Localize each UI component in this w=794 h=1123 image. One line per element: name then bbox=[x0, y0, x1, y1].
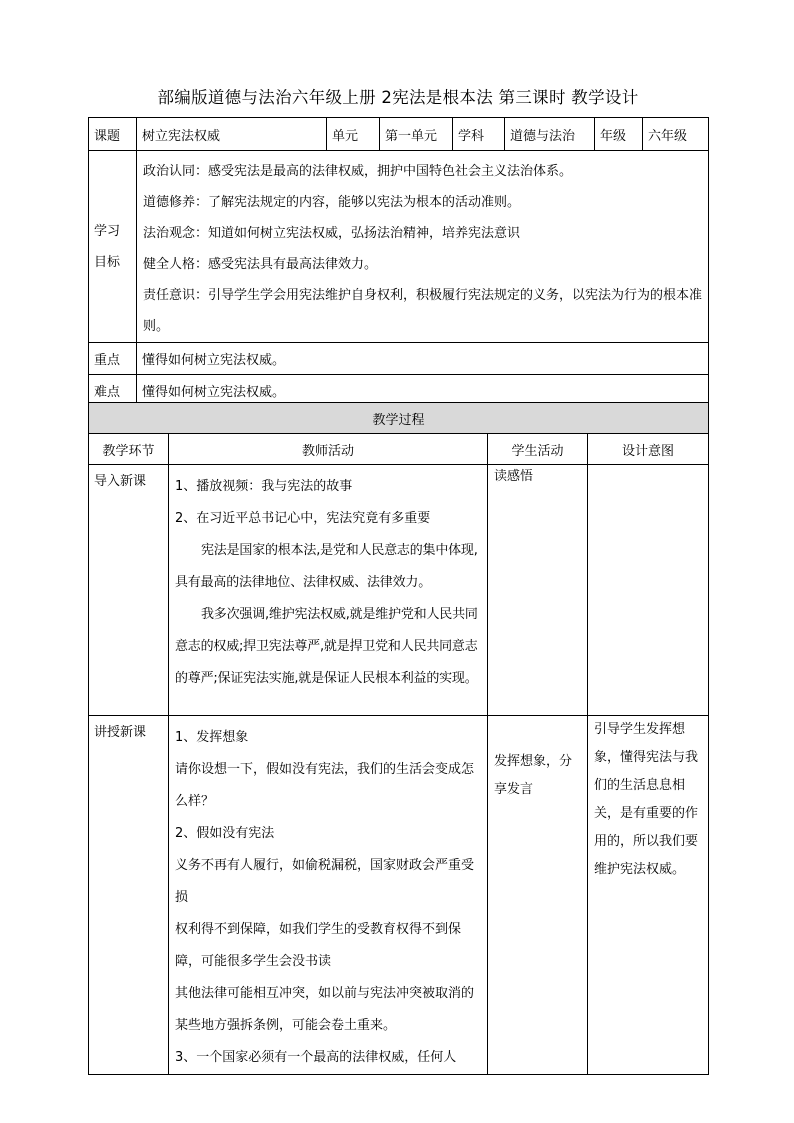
header-design-intent: 设计意图 bbox=[588, 434, 709, 465]
teaching-process-table bbox=[88, 402, 709, 1075]
step-new-lesson: 讲授新课 bbox=[89, 716, 169, 1075]
subject-value: 道德与法治 bbox=[505, 118, 595, 151]
teacher-line: 1、发挥想象 bbox=[175, 730, 249, 745]
student-activity-text: 读感悟 bbox=[494, 469, 534, 484]
topic-value: 树立宪法权威 bbox=[137, 118, 327, 151]
grade-value: 六年级 bbox=[643, 118, 709, 151]
objective-item: 道德修养：了解宪法规定的内容，能够以宪法为根本的活动准则。 bbox=[143, 195, 521, 210]
process-title: 教学过程 bbox=[89, 403, 709, 434]
key-point-value: 懂得如何树立宪法权威。 bbox=[137, 343, 709, 375]
objective-item: 责任意识：引导学生学会用宪法维护自身权利，积极履行宪法规定的义务，以宪法为行为的根本准则。 bbox=[143, 288, 703, 334]
header-student-activity: 学生活动 bbox=[488, 434, 588, 465]
teacher-line: 2、在习近平总书记心中，宪法究竟有多重要 bbox=[175, 511, 431, 526]
design-intent-intro bbox=[588, 465, 709, 716]
teacher-activity-intro bbox=[169, 465, 488, 716]
design-intent-text: 引导学生发挥想象，懂得宪法与我们的生活息息相关，是有重要的作用的，所以我们要维护宪法权威。 bbox=[594, 722, 699, 877]
objective-item: 法治观念：知道如何树立宪法权威，弘扬法治精神，培养宪法意识 bbox=[143, 226, 521, 241]
teacher-line: 权利得不到保障，如我们学生的受教育权得不到保障，可能很多学生会没书读 bbox=[175, 922, 462, 969]
teacher-line: 其他法律可能相互冲突，如以前与宪法冲突被取消的某些地方强拆条例，可能会卷土重来。 bbox=[175, 986, 475, 1033]
difficult-point-label: 难点 bbox=[89, 375, 137, 407]
objective-item: 健全人格：感受宪法具有最高法律效力。 bbox=[143, 257, 378, 272]
objective-item: 政治认同：感受宪法是最高的法律权威，拥护中国特色社会主义法治体系。 bbox=[143, 164, 573, 179]
student-activity-text: 发挥想象，分享发言 bbox=[494, 754, 573, 797]
lesson-info-table bbox=[88, 117, 709, 407]
header-teacher-activity: 教师活动 bbox=[169, 434, 488, 465]
objectives-label-line: 学习 bbox=[94, 223, 121, 239]
teacher-activity-new-lesson bbox=[169, 716, 488, 1075]
unit-value: 第一单元 bbox=[380, 118, 453, 151]
teacher-line: 3、一个国家必须有一个最高的法律权威，任何人 bbox=[175, 1050, 457, 1065]
unit-label: 单元 bbox=[327, 118, 380, 151]
header-step: 教学环节 bbox=[89, 434, 169, 465]
teacher-line: 请你设想一下，假如没有宪法，我们的生活会变成怎么样？ bbox=[175, 762, 475, 809]
topic-label: 课题 bbox=[89, 118, 137, 151]
difficult-point-value: 懂得如何树立宪法权威。 bbox=[137, 375, 709, 407]
objectives-label-line: 目标 bbox=[94, 254, 121, 270]
teacher-line: 1、播放视频：我与宪法的故事 bbox=[175, 479, 353, 494]
objectives-content bbox=[137, 151, 709, 343]
student-activity-intro bbox=[488, 465, 588, 716]
teacher-line: 2、假如没有宪法 bbox=[175, 826, 275, 841]
teacher-paragraph: 宪法是国家的根本法,是党和人民意志的集中体现,具有最高的法律地位、法律权威、法律效力。 bbox=[175, 543, 478, 590]
teacher-line: 义务不再有人履行，如偷税漏税，国家财政会严重受损 bbox=[175, 858, 475, 905]
grade-label: 年级 bbox=[595, 118, 643, 151]
student-activity-new-lesson bbox=[488, 716, 588, 1075]
step-intro: 导入新课 bbox=[89, 465, 169, 716]
design-intent-new-lesson bbox=[588, 716, 709, 1075]
key-point-label: 重点 bbox=[89, 343, 137, 375]
subject-label: 学科 bbox=[453, 118, 505, 151]
teacher-paragraph: 我多次强调,维护宪法权威,就是维护党和人民共同意志的权威;捍卫宪法尊严,就是捍卫党和人民共同意志的尊严;保证宪法实施,就是保证人民根本利益的实现。 bbox=[175, 607, 478, 686]
objectives-label bbox=[89, 151, 137, 343]
document-title: 部编版道德与法治六年级上册 2宪法是根本法 第三课时 教学设计 bbox=[157, 88, 639, 107]
